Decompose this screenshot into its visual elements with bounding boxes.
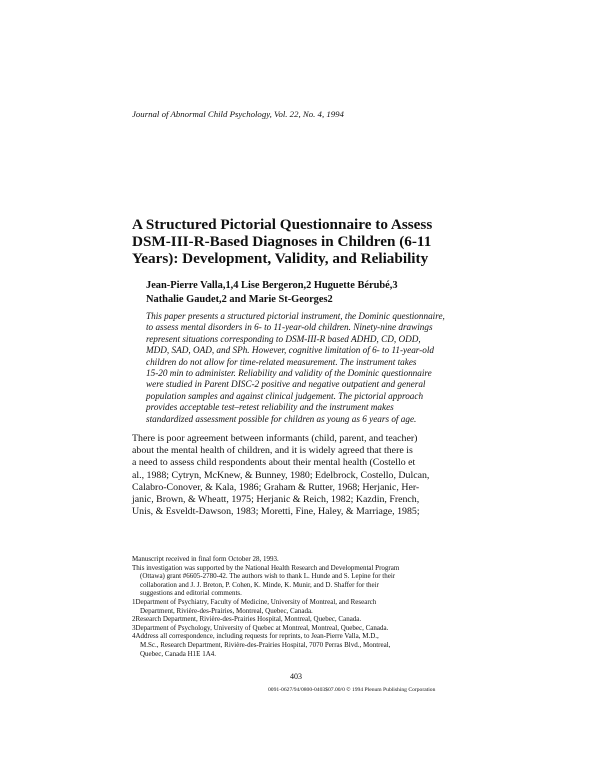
author-line: Nathalie Gaudet,2 and Marie St-Georges2 (146, 294, 333, 305)
footnote-line: Manuscript received in final form October 28, 1993. (132, 555, 279, 563)
abstract-line: standardized assessment possible for children as young as 6 years of age. (146, 413, 417, 424)
footnote-line: 2Research Department, Rivière-des-Prairies Hospital, Montreal, Quebec, Canada. (132, 615, 362, 624)
abstract-line: represent situations corresponding to DSM-III-R based ADHD, CD, ODD, (146, 333, 421, 344)
footnote-line: 4Address all correspondence, including requests for reprints, to Jean-Pierre Valla, M.D., (132, 632, 379, 641)
footnote-line: (Ottawa) grant #6605-2780-42. The authors wish to thank L. Hunde and S. Lepine for their (140, 572, 396, 581)
body-line: janic, Brown, & Wheatt, 1975; Herjanic & Reich, 1982; Kazdin, French, (132, 494, 420, 506)
title-line: DSM-III-R-Based Diagnoses in Children (6-11 (132, 233, 432, 250)
body-line: Calabro-Conover, & Kala, 1986; Graham & Rutter, 1968; Herjanic, Her- (132, 481, 420, 493)
abstract-line: This paper presents a structured pictorial instrument, the Dominic questionnaire, (146, 311, 445, 321)
body-line: al., 1988; Cytryn, McKnew, & Bunney, 1980; Edelbrock, Costello, Dulcan, (132, 469, 430, 481)
title-line: Years): Development, Validity, and Reliability (132, 250, 429, 267)
footnotes (132, 555, 482, 658)
body-paragraph (132, 433, 478, 518)
footnote-line: suggestions and editorial comments. (140, 589, 242, 598)
body-line: Unis, & Esveldt-Dawson, 1983; Moretti, Fine, Haley, & Marriage, 1985; (132, 506, 420, 518)
footnote-line: M.Sc., Research Department, Rivière-des-Prairies Hospital, 7070 Perras Blvd., Montreal, (140, 640, 391, 649)
footnote-line: Quebec, Canada H1E 1A4. (140, 649, 217, 658)
journal-citation: Journal of Abnormal Child Psychology, Vol. 22, No. 4, 1994 (132, 109, 344, 119)
copyright-line: 0091-0627/94/0800-0403$07.00/0 © 1994 Plenum Publishing Corporation (268, 687, 436, 693)
abstract-line: provides acceptable test–retest reliability and the instrument makes (146, 402, 394, 413)
footnote-line: collaboration and J. J. Breton, P. Cohen, K. Minde, K. Munir, and D. Shaffer for their (140, 580, 379, 589)
body-line: There is poor agreement between informants (child, parent, and teacher) (132, 433, 418, 444)
abstract-line: 15-20 min to administer. Reliability and validity of the Dominic questionnaire (146, 368, 432, 379)
article-title (132, 216, 472, 267)
abstract-line: children do not allow for time-related measurement. The instrument takes (146, 356, 417, 367)
page-number: 403 (290, 672, 302, 681)
abstract-line: MDD, SAD, OAD, and SPh. However, cognitive limitation of 6- to 11-year-old (146, 345, 434, 356)
title-line: A Structured Pictorial Questionnaire to Assess (132, 216, 433, 233)
abstract-line: to assess mental disorders in 6- to 11-year-old children. Ninety-nine drawings (146, 322, 433, 333)
body-line: a need to assess child respondents about their mental health (Costello et (132, 457, 416, 469)
footnote-line: This investigation was supported by the National Health Research and Developmental Program (132, 563, 400, 572)
footnote-line: 3Department of Psychology, University of Quebec at Montreal, Montreal, Quebec, Canada. (132, 623, 389, 632)
body-line: about the mental health of children, and it is widely agreed that there is (132, 445, 413, 457)
abstract-line: population samples and against clinical judgement. The pictorial approach (146, 390, 424, 401)
author-list (146, 279, 398, 307)
abstract (146, 311, 478, 425)
footnote-line: Department, Rivière-des-Prairies, Montreal, Quebec, Canada. (140, 606, 313, 615)
footnote-line: 1Department of Psychiatry, Faculty of Medicine, University of Montreal, and Research (132, 597, 377, 606)
author-line: Jean-Pierre Valla,1,4 Lise Bergeron,2 Huguette Bérubé,3 (146, 280, 398, 291)
abstract-line: were studied in Parent DISC-2 positive and negative outpatient and general (146, 379, 426, 390)
